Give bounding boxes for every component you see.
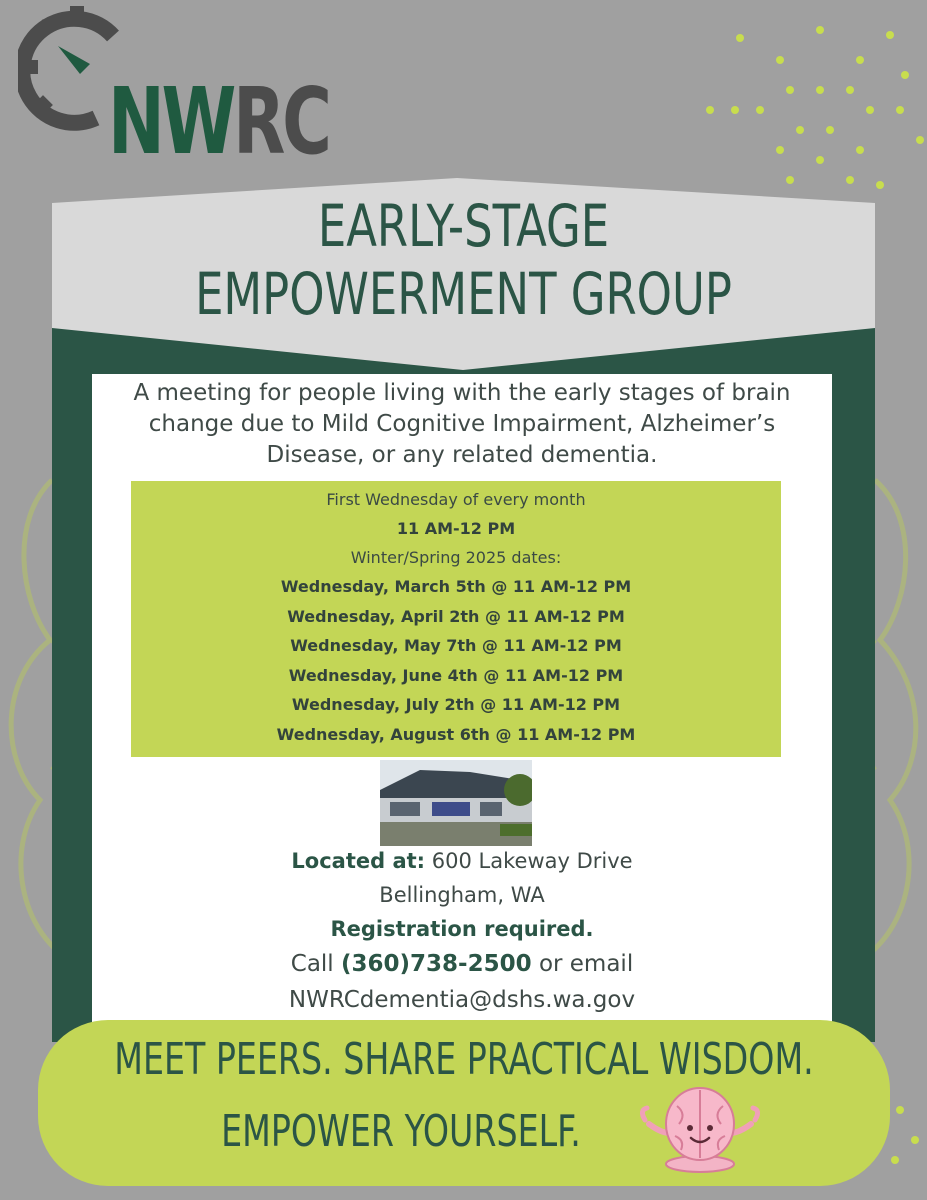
title-line-1: EARLY-STAGE	[317, 192, 610, 260]
schedule-box	[131, 481, 781, 757]
phone-number[interactable]: (360)738-2500	[341, 951, 532, 977]
date-item: Wednesday, April 2th @ 11 AM-12 PM	[287, 606, 625, 626]
nwrc-logo	[18, 6, 329, 176]
intro-text	[100, 378, 824, 471]
logo-wordmark: NWRC	[108, 68, 329, 175]
date-item: Wednesday, May 7th @ 11 AM-12 PM	[290, 636, 622, 655]
schedule-season-label: Winter/Spring 2025 dates:	[350, 548, 562, 567]
tagline-line-1: MEET PEERS. SHARE PRACTICAL WISDOM.	[114, 1034, 814, 1085]
date-list	[131, 572, 781, 749]
brain-mascot-icon	[635, 1080, 765, 1176]
street-address: 600 Lakeway Drive	[431, 849, 633, 873]
email-address[interactable]: NWRCdementia@dshs.wa.gov	[288, 987, 636, 1013]
intro-line: Disease, or any related dementia.	[266, 442, 658, 468]
registration-note	[100, 912, 824, 946]
location-details	[100, 844, 824, 1018]
address-line	[100, 844, 824, 878]
title-line-2: EMPOWERMENT GROUP	[195, 260, 732, 328]
page-title	[110, 192, 818, 328]
contact-line	[100, 946, 824, 982]
call-suffix: or email	[538, 951, 634, 977]
schedule-time: 11 AM-12 PM	[396, 519, 516, 538]
date-item: Wednesday, August 6th @ 11 AM-12 PM	[276, 724, 636, 744]
date-item: Wednesday, March 5th @ 11 AM-12 PM	[280, 577, 632, 596]
schedule-frequency: First Wednesday of every month	[326, 490, 586, 509]
call-prefix: Call	[290, 951, 334, 977]
city-line: Bellingham, WA	[379, 883, 545, 907]
intro-line: A meeting for people living with the early stages of brain	[133, 380, 791, 406]
building-photo	[380, 760, 532, 846]
location-label: Located at:	[291, 849, 426, 873]
date-item: Wednesday, June 4th @ 11 AM-12 PM	[288, 665, 624, 685]
registration-text: Registration required.	[330, 917, 594, 941]
date-item: Wednesday, July 2th @ 11 AM-12 PM	[291, 695, 621, 714]
intro-line: change due to Mild Cognitive Impairment, Alzheimer’s	[148, 411, 776, 437]
tagline-line-2: EMPOWER YOURSELF.	[221, 1106, 581, 1157]
